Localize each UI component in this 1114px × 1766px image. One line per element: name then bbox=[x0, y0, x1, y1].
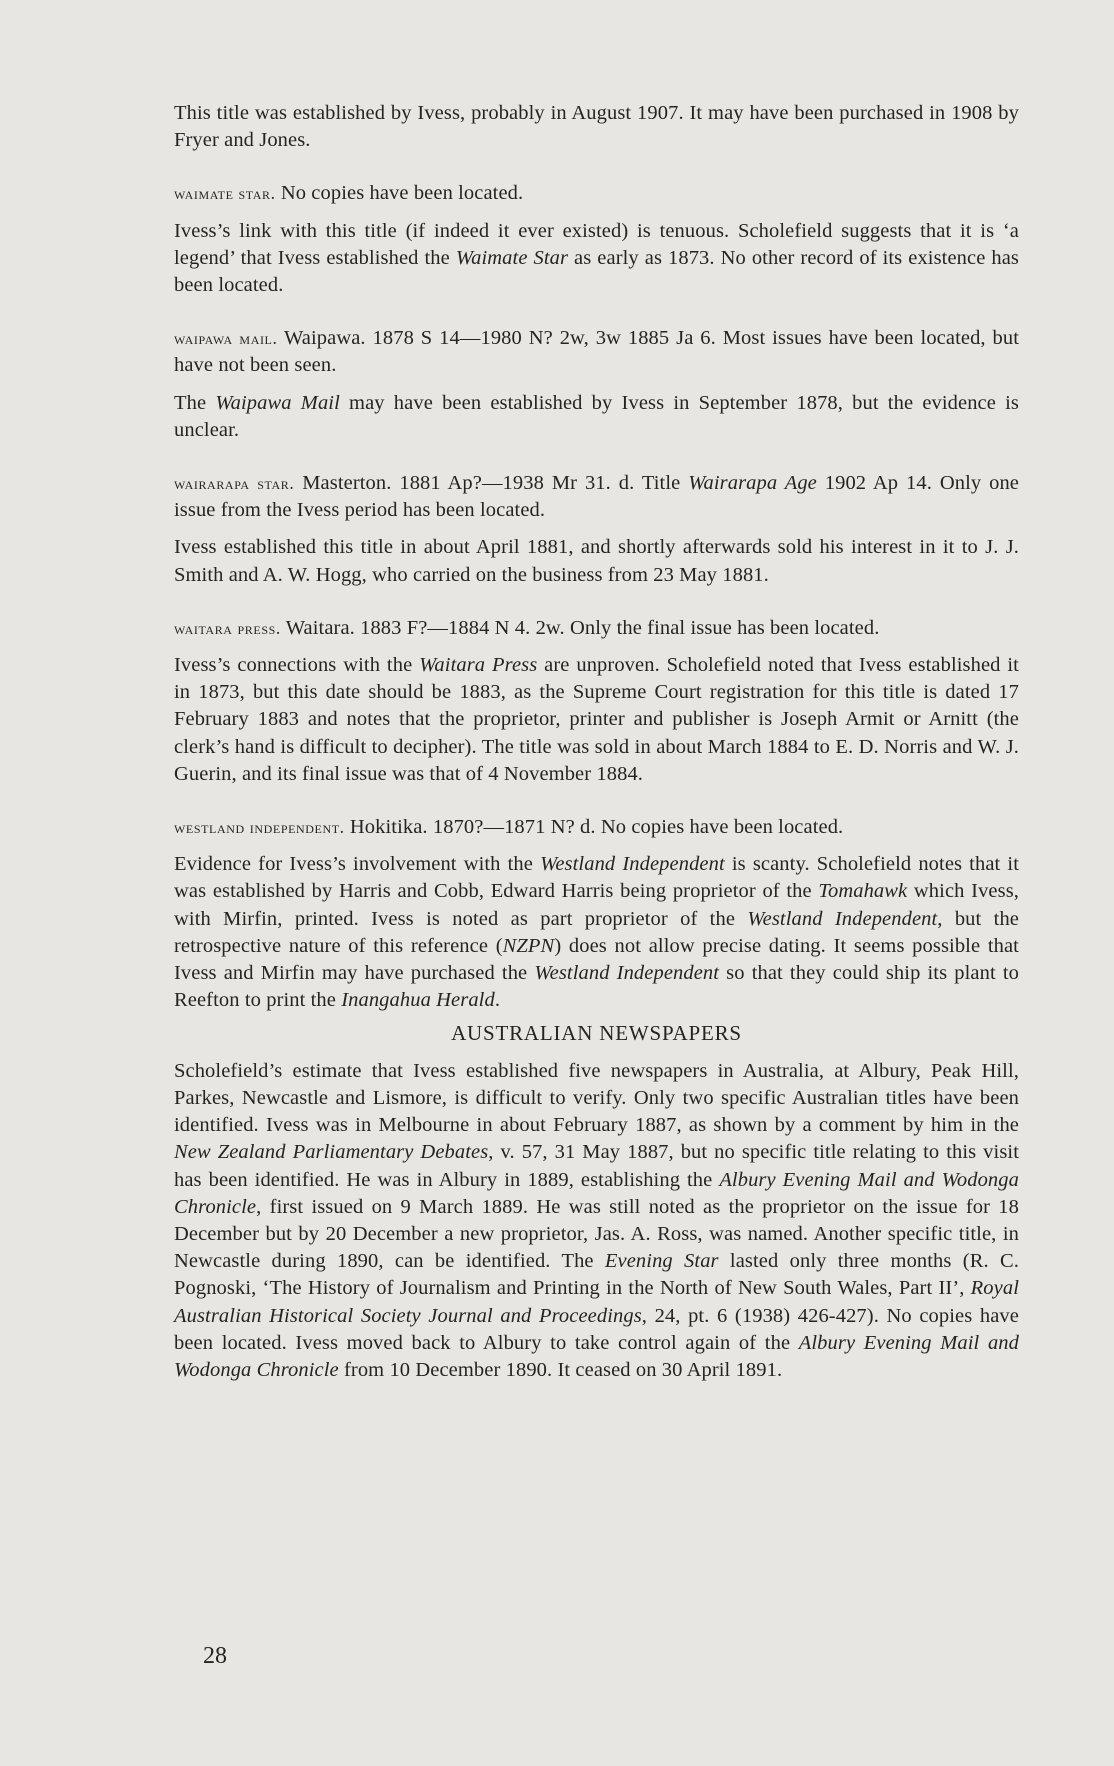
paragraph-australian-newspapers: Scholefield’s estimate that Ivess established five newspapers in Australia, at Albury, Peak Hill, Parkes, Newcastle and Lismore, is difficult to verify. Only two specific Australian titles have been identified. Ivess was in Melbourne in about February 1887, as shown by a comment by him in the New Zealand Parliamentary Debates, v. 57, 31 May 1887, but no specific title relating to this visit has been identified. He was in Albury in 1889, establishing the Albury Evening Mail and Wodonga Chronicle, first issued on 9 March 1889. He was still noted as the proprietor on the issue for 18 December but by 20 December a new proprietor, Jas. A. Ross, was named. Another specific title, in Newcastle during 1890, can be identified. The Evening Star lasted only three months (R. C. Pognoski, ‘The History of Journalism and Printing in the North of New South Wales, Part II’, Royal Australian Historical Society Journal and Proceedings, 24, pt. 6 (1938) 426-427). No copies have been located. Ivess moved back to Albury to take control again of the Albury Evening Mail and Wodonga Chronicle from 10 December 1890. It ceased on 30 April 1891. bbox=[174, 1059, 1019, 1381]
entry-westland-independent: westland independent. Hokitika. 1870?—1871 N? d. No copies have been located. bbox=[174, 816, 844, 839]
entry-waitara-press: waitara press. Waitara. 1883 F?—1884 N 4. 2w. Only the final issue has been located. bbox=[174, 616, 880, 639]
section-heading: AUSTRALIAN NEWSPAPERS bbox=[451, 1021, 742, 1046]
entry-heading: waimate star. bbox=[174, 183, 276, 204]
note-westland-independent: Evidence for Ivess’s involvement with the Westland Independent is scanty. Scholefield notes that it was established by Harris and Cobb, Edward Harris being proprietor of the Tomahawk which Ivess, with Mirfin, printed. Ivess is noted as part proprietor of the Westland Independent, but the retrospective nature of this reference (NZPN) does not allow precise dating. It seems possible that Ivess and Mirfin may have purchased the Westland Independent so that they could ship its plant to Reefton to print the Inangahua Herald. bbox=[174, 853, 1020, 1012]
note-wairarapa-star: Ivess established this title in about April 1881, and shortly afterwards sold his interest in it to J. J. Smith and A. W. Hogg, who carried on the business from 23 May 1881. bbox=[174, 536, 1019, 586]
entry-heading: waipawa mail. bbox=[174, 328, 278, 349]
entry-waipawa-mail: waipawa mail. Waipawa. 1878 S 14—1980 N? 2w, 3w 1885 Ja 6. Most issues have been located, but have not been seen. bbox=[174, 327, 1020, 377]
note-waipawa-mail: The Waipawa Mail may have been established by Ivess in September 1878, but the evidence is unclear. bbox=[174, 391, 1019, 441]
paragraph-intro: This title was established by Ivess, probably in August 1907. It may have been purchased in 1908 by Fryer and Jones. bbox=[174, 102, 1019, 152]
page-number: 28 bbox=[203, 1643, 227, 1669]
body-text bbox=[174, 100, 1019, 1384]
entry-heading: waitara press. bbox=[174, 617, 281, 638]
entry-heading: wairarapa star. bbox=[174, 473, 295, 494]
entry-heading: westland independent. bbox=[174, 817, 345, 838]
note-waitara-press: Ivess’s connections with the Waitara Press are unproven. Scholefield noted that Ivess established it in 1873, but this date should be 1883, as the Supreme Court registration for this title is dated 17 February 1883 and notes that the proprietor, printer and publisher is Joseph Armit or Arnitt (the clerk’s hand is difficult to decipher). The title was sold in about March 1884 to E. D. Norris and W. J. Guerin, and its final issue was that of 4 November 1884. bbox=[174, 654, 1019, 785]
entry-waimate-star: waimate star. No copies have been located. bbox=[174, 182, 524, 205]
note-waimate-star: Ivess’s link with this title (if indeed it ever existed) is tenuous. Scholefield suggests that it is ‘a legend’ that Ivess established the Waimate Star as early as 1873. No other record of its existence has been located. bbox=[174, 219, 1020, 297]
entry-wairarapa-star: wairarapa star. Masterton. 1881 Ap?—1938 Mr 31. d. Title Wairarapa Age 1902 Ap 14. Only one issue from the Ivess period has been located. bbox=[174, 472, 1019, 522]
